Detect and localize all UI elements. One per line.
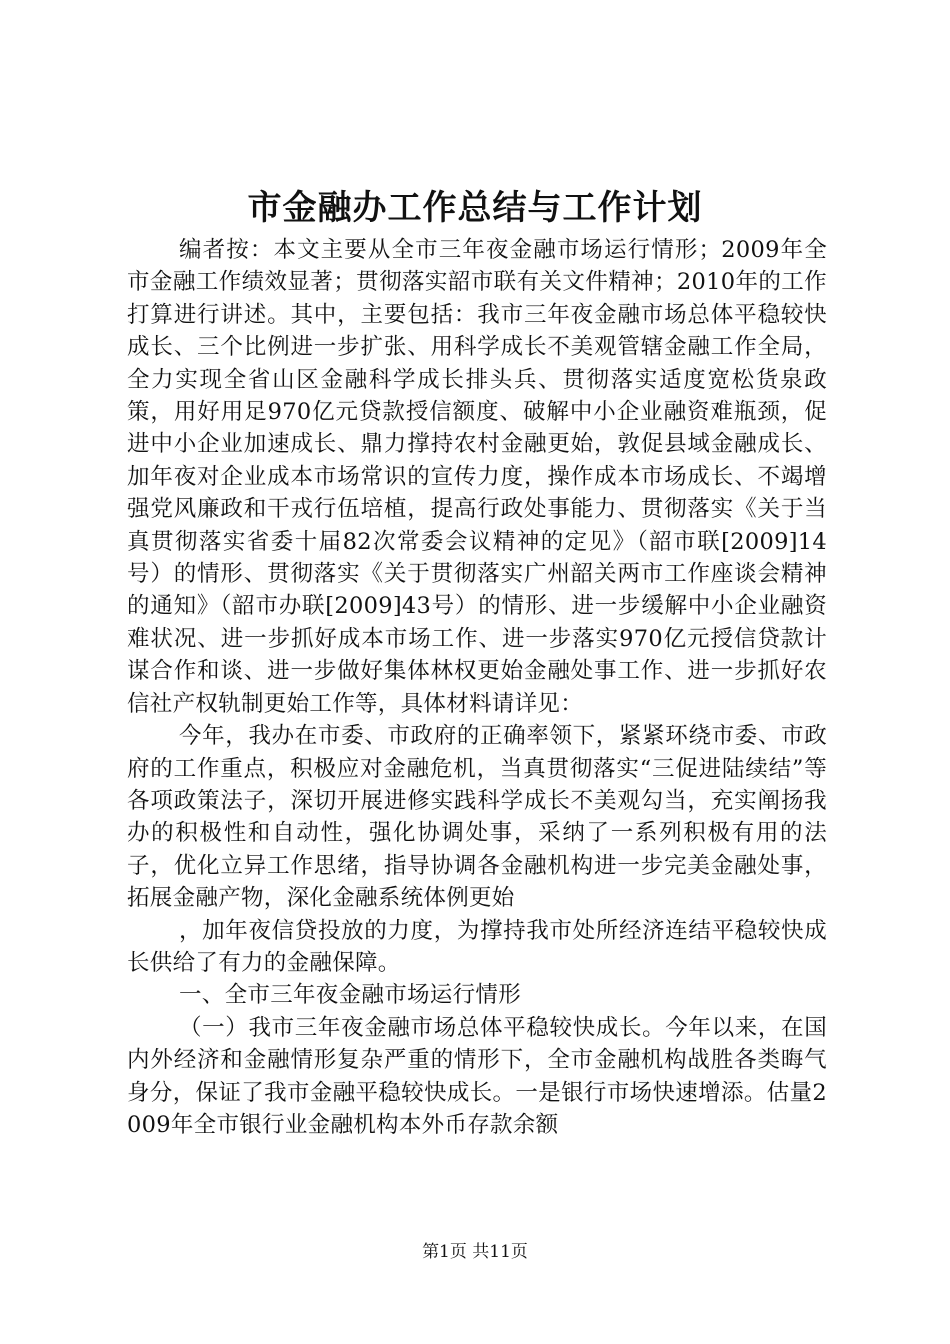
body-paragraph: （一）我市三年夜金融市场总体平稳较快成长。今年以来，在国内外经济和金融情形复杂严重的情形下，全市金融机构战胜各类晦气身分，保证了我市金融平稳较快成长。一是银行市场快速增添。估量2009年全市银行业金融机构本外币存款余额	[127, 1014, 827, 1138]
page-number-footer: 第1页 共11页	[422, 1242, 528, 1262]
body-paragraph: 今年，我办在市委、市政府的正确率领下，紧紧环绕市委、市政府的工作重点，积极应对金融危机，当真贯彻落实“三促进陆续结”等各项政策法子，深切开展进修实践科学成长不美观勾当，充实阐扬我办的积极性和自动性，强化协调处事，采纳了一系列积极有用的法子，优化立异工作思绪，指导协调各金融机构进一步完美金融处事，拓展金融产物，深化金融系统体例更始	[127, 723, 827, 912]
document-body	[127, 234, 827, 1141]
section-heading: 一、全市三年夜金融市场运行情形	[179, 982, 522, 1009]
editor-note-paragraph: 编者按：本文主要从全市三年夜金融市场运行情形；2009年全市金融工作绩效显著；贯彻落实韶市联有关文件精神；2010年的工作打算进行讲述。其中，主要包括：我市三年夜金融市场总体平稳较快成长、三个比例进一步扩张、用科学成长不美观管辖金融工作全局，全力实现全省山区金融科学成长排头兵、贯彻落实适度宽松货泉政策，用好用足970亿元贷款授信额度、破解中小企业融资难瓶颈，促进中小企业加速成长、鼎力撑持农村金融更始，敦促县域金融成长、加年夜对企业成本市场常识的宣传力度，操作成本市场成长、不竭增强党风廉政和干戎行伍培植，提高行政处事能力、贯彻落实《关于当真贯彻落实省委十届82次常委会议精神的定见》（韶市联[2009]14号）的情形、贯彻落实《关于贯彻落实广州韶关两市工作座谈会精神的通知》（韶市办联[2009]43号）的情形、进一步缓解中小企业融资难状况、进一步抓好成本市场工作、进一步落实970亿元授信贷款计谋合作和谈、进一步做好集体林权更始金融处事工作、进一步抓好农信社产权轨制更始工作等，具体材料请详见：	[127, 237, 827, 717]
body-paragraph: ，加年夜信贷投放的力度，为撑持我市处所经济连结平稳较快成长供给了有力的金融保障。	[127, 917, 827, 976]
document-title: 市金融办工作总结与工作计划	[247, 188, 703, 228]
